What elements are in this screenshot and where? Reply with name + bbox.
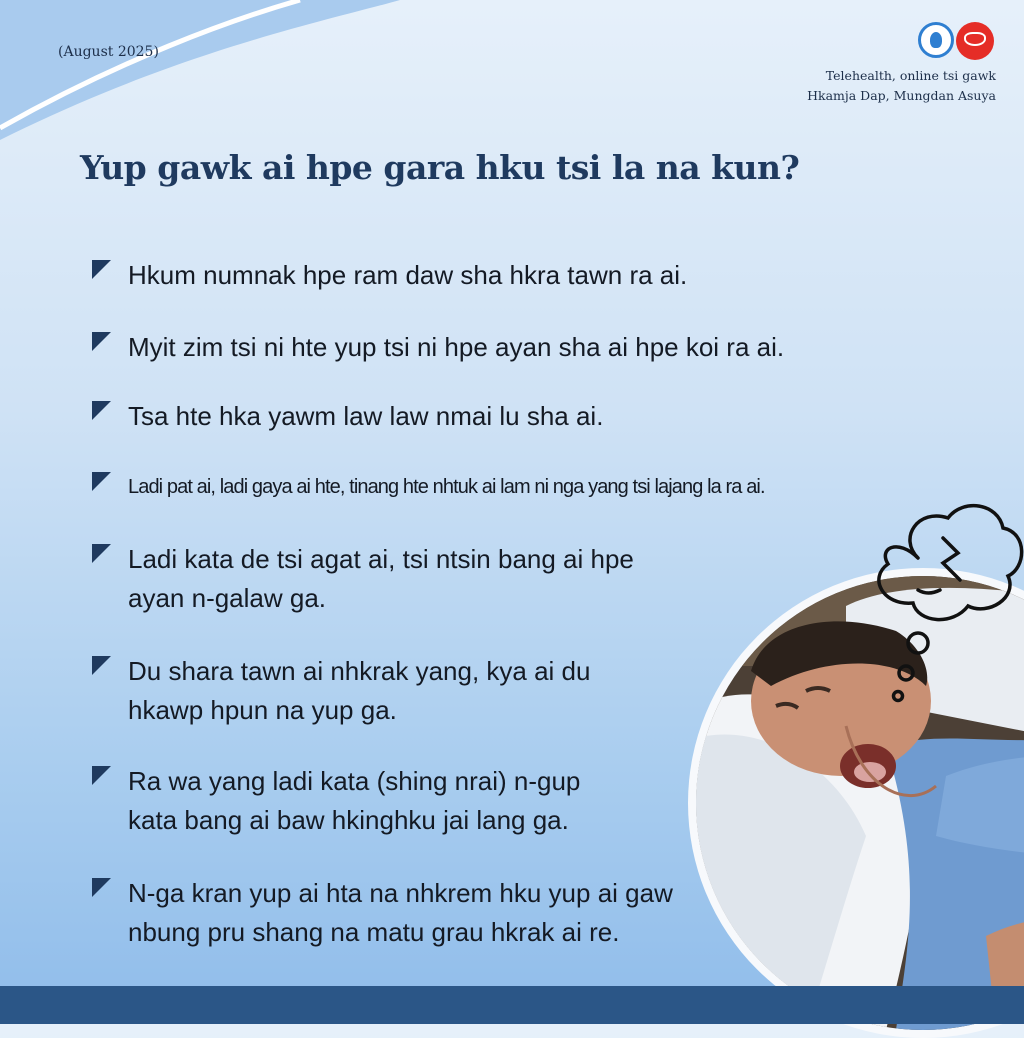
triangle-bullet-icon [92,260,111,279]
thought-bubble-icon [858,498,1024,718]
triangle-bullet-icon [92,878,111,897]
list-item [92,328,784,367]
list-item-text-line: kata bang ai baw hkinghku jai lang ga. [128,805,569,835]
logo-group [918,22,998,62]
triangle-bullet-icon [92,401,111,420]
list-item [92,874,673,952]
triangle-bullet-icon [92,656,111,675]
list-item-text: Myit zim tsi ni hte yup tsi ni hpe ayan sha ai hpe koi ra ai. [128,332,785,362]
footer-bar [0,986,1024,1024]
list-item-text-line: hkawp hpun na yup ga. [128,695,397,725]
list-item [92,540,634,618]
date-label: (August 2025) [58,44,159,60]
list-item-text: Hkum numnak hpe ram daw sha hkra tawn ra ai. [128,260,688,290]
triangle-bullet-icon [92,544,111,563]
triangle-bullet-icon [92,472,111,491]
list-item-text-line: Ladi kata de tsi agat ai, tsi ntsin bang ai hpe [128,544,634,574]
list-item-text-line: Du shara tawn ai nhkrak yang, kya ai du [128,656,591,686]
list-item-text-line: N-ga kran yup ai hta na nhkrem hku yup ai gaw [128,878,673,908]
list-item [92,762,580,840]
list-item-text-line: Ra wa yang ladi kata (shing nrai) n-gup [128,766,581,796]
triangle-bullet-icon [92,332,111,351]
org-line-2: Hkamja Dap, Mungdan Asuya [807,88,996,103]
health-logo-icon [918,22,954,58]
org-line-1: Telehealth, online tsi gawk [825,68,996,83]
list-item [92,397,603,436]
page-title: Yup gawk ai hpe gara hku tsi la na kun? [80,148,800,187]
partner-logo-icon [956,22,994,60]
triangle-bullet-icon [92,766,111,785]
list-item-text-line: ayan n-galaw ga. [128,583,327,613]
list-item-text: Ladi pat ai, ladi gaya ai hte, tinang hte nhtuk ai lam ni nga yang tsi lajang la ra ai. [128,476,765,498]
list-item-text: Tsa hte hka yawm law law nmai lu sha ai. [128,401,604,431]
list-item [92,652,590,730]
list-item-text-line: nbung pru shang na matu grau hkrak ai re. [128,917,620,947]
list-item [92,256,687,295]
organization-info [807,66,996,106]
list-item [92,468,765,507]
